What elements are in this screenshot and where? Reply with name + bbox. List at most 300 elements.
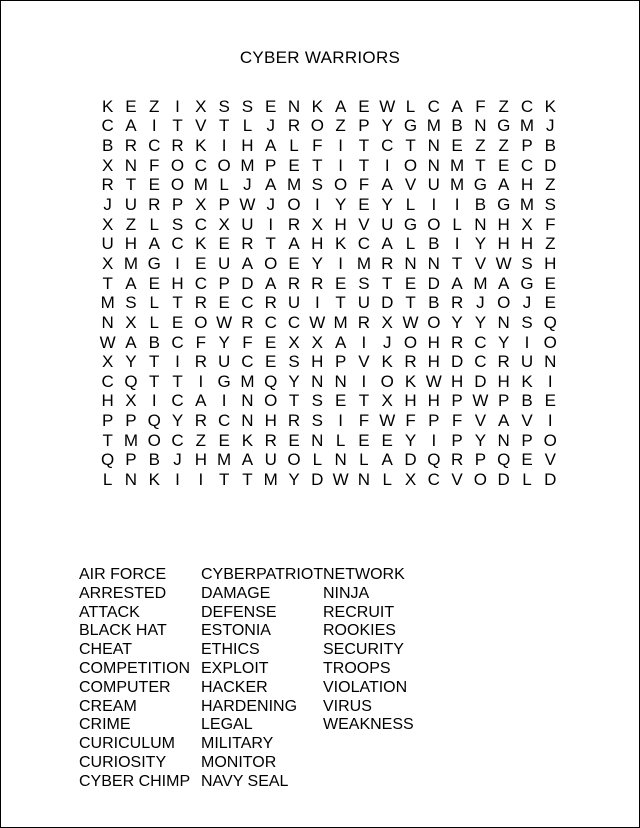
grid-letter: E — [265, 332, 277, 352]
grid-letter: P — [451, 430, 463, 450]
grid-letter: E — [218, 234, 230, 254]
grid-letter: N — [287, 96, 301, 116]
grid-letter: H — [194, 450, 207, 470]
grid-letter: O — [264, 253, 278, 273]
grid-letter: M — [473, 273, 488, 293]
grid-letter: D — [450, 352, 464, 372]
grid-letter: M — [263, 470, 278, 489]
grid-letter: K — [148, 470, 160, 489]
grid-letter: Q — [147, 411, 161, 431]
grid-letter: A — [195, 391, 207, 411]
grid-letter: N — [427, 136, 440, 156]
grid-letter: A — [451, 96, 463, 116]
grid-letter: C — [241, 293, 254, 313]
grid-letter: C — [241, 352, 254, 372]
grid-letter: X — [195, 195, 207, 215]
grid-letter: Y — [381, 195, 393, 215]
word-list-item: CREAM — [79, 697, 137, 715]
grid-letter: U — [520, 352, 534, 372]
grid-letter: M — [333, 312, 348, 332]
grid-letter: I — [547, 411, 553, 431]
grid-letter: E — [381, 430, 393, 450]
grid-letter: A — [498, 175, 510, 195]
grid-letter: D — [474, 371, 487, 391]
grid-letter: L — [522, 470, 532, 489]
grid-letter: Y — [474, 312, 487, 332]
grid-letter: I — [338, 411, 343, 431]
grid-letter: M — [123, 253, 139, 273]
grid-letter: H — [450, 371, 464, 391]
grid-letter: K — [311, 96, 323, 116]
grid-letter: O — [543, 430, 557, 450]
grid-letter: G — [403, 116, 418, 136]
grid-letter: C — [171, 234, 184, 254]
word-list-item: MILITARY — [201, 735, 274, 753]
grid-letter: H — [171, 273, 184, 293]
grid-letter: X — [381, 312, 393, 332]
grid-letter: L — [359, 450, 369, 470]
grid-letter: O — [264, 391, 278, 411]
word-list-item: ATTACK — [79, 603, 140, 621]
grid-letter: G — [473, 175, 488, 195]
grid-letter: N — [241, 391, 254, 411]
grid-letter: O — [170, 175, 185, 195]
grid-letter: E — [288, 430, 300, 450]
grid-letter: F — [242, 332, 253, 352]
grid-letter: X — [101, 253, 114, 273]
grid-letter: U — [217, 352, 231, 372]
grid-letter: A — [381, 175, 393, 195]
grid-letter: C — [264, 312, 277, 332]
grid-letter: Q — [264, 371, 278, 391]
grid-letter: V — [451, 470, 463, 489]
grid-letter: D — [404, 450, 417, 470]
grid-letter: T — [335, 293, 346, 313]
grid-letter: Z — [335, 116, 346, 136]
grid-letter: V — [521, 411, 533, 431]
grid-letter: M — [450, 155, 465, 175]
grid-letter: E — [358, 430, 370, 450]
grid-letter: A — [451, 273, 463, 293]
grid-letter: U — [217, 253, 231, 273]
word-list — [79, 566, 445, 792]
grid-letter: P — [474, 450, 487, 470]
grid-letter: L — [149, 293, 159, 313]
grid-letter: Y — [171, 411, 184, 431]
grid-letter: F — [451, 411, 463, 431]
grid-letter: R — [148, 195, 161, 215]
grid-letter: Z — [149, 96, 160, 116]
grid-letter: E — [544, 293, 556, 313]
grid-letter: I — [221, 136, 227, 156]
grid-letter: D — [497, 470, 510, 489]
word-list-item: ROOKIES — [323, 622, 396, 640]
grid-letter: Q — [543, 312, 557, 332]
grid-letter: X — [195, 96, 207, 116]
word-list-item: ESTONIA — [201, 622, 271, 640]
grid-letter: W — [402, 312, 419, 332]
grid-letter: D — [544, 470, 557, 489]
grid-letter: W — [99, 332, 116, 352]
word-list-item: VIRUS — [323, 697, 372, 715]
grid-letter: F — [405, 411, 416, 431]
grid-letter: E — [218, 430, 230, 450]
grid-letter: I — [547, 371, 553, 391]
word-list-item: NINJA — [323, 584, 370, 602]
grid-letter: E — [171, 312, 184, 332]
grid-letter: W — [379, 411, 396, 431]
word-list-item: CURIOSITY — [79, 753, 167, 771]
grid-letter: Y — [474, 430, 487, 450]
grid-letter: U — [124, 195, 138, 215]
grid-letter: X — [404, 470, 417, 489]
grid-letter: L — [219, 175, 229, 195]
grid-letter: F — [358, 175, 370, 195]
grid-letter: V — [474, 411, 487, 431]
grid-letter: F — [475, 96, 486, 116]
grid-letter: R — [381, 253, 394, 273]
grid-letter: T — [288, 391, 300, 411]
grid-letter: J — [546, 116, 555, 136]
grid-letter: A — [241, 450, 254, 470]
word-list-item: ETHICS — [201, 641, 260, 659]
grid-letter: S — [171, 214, 184, 234]
grid-letter: J — [382, 332, 392, 352]
grid-letter: K — [381, 352, 393, 372]
grid-letter: I — [175, 253, 180, 273]
grid-letter: I — [314, 293, 320, 313]
grid-letter: T — [172, 293, 183, 313]
grid-letter: S — [218, 96, 230, 116]
grid-letter: E — [288, 155, 300, 175]
word-list-item: LEGAL — [201, 716, 253, 734]
grid-letter: I — [338, 253, 343, 273]
grid-letter: A — [265, 273, 277, 293]
grid-letter: J — [266, 116, 275, 136]
grid-letter: R — [450, 293, 464, 313]
grid-letter: Y — [218, 332, 230, 352]
grid-letter: L — [405, 234, 416, 254]
grid-letter: I — [198, 371, 204, 391]
grid-letter: S — [358, 273, 370, 293]
grid-letter: R — [264, 430, 277, 450]
grid-letter: X — [101, 352, 114, 372]
grid-letter: T — [125, 175, 137, 195]
grid-letter: H — [404, 391, 417, 411]
word-list-item: WEAKNESS — [323, 716, 414, 734]
grid-letter: U — [241, 214, 254, 234]
grid-letter: I — [361, 332, 367, 352]
grid-letter: E — [544, 273, 556, 293]
grid-letter: R — [450, 332, 464, 352]
grid-letter: S — [521, 312, 533, 332]
grid-letter: Y — [334, 195, 347, 215]
grid-letter: S — [311, 411, 323, 431]
grid-letter: R — [287, 411, 301, 431]
grid-letter: T — [312, 155, 323, 175]
grid-letter: C — [381, 136, 394, 156]
grid-letter: S — [125, 293, 137, 313]
grid-letter: V — [358, 214, 370, 234]
grid-letter: P — [218, 273, 230, 293]
grid-letter: P — [265, 155, 277, 175]
grid-letter: A — [288, 234, 300, 254]
grid-letter: G — [497, 195, 511, 215]
grid-letter: C — [194, 273, 207, 293]
grid-letter: X — [101, 155, 114, 175]
grid-letter: D — [381, 293, 394, 313]
grid-letter: N — [427, 155, 440, 175]
grid-letter: S — [241, 96, 254, 116]
grid-letter: L — [405, 195, 416, 215]
grid-letter: K — [101, 96, 114, 116]
grid-letter: T — [358, 391, 370, 411]
grid-letter: X — [125, 391, 137, 411]
grid-letter: A — [498, 411, 510, 431]
grid-letter: W — [472, 391, 489, 411]
grid-letter: A — [241, 253, 254, 273]
grid-letter: Z — [545, 234, 556, 254]
word-list-item: BLACK HAT — [79, 622, 167, 640]
grid-letter: R — [194, 293, 207, 313]
grid-letter: V — [474, 253, 487, 273]
grid-letter: T — [172, 116, 183, 136]
grid-letter: R — [101, 175, 114, 195]
grid-letter: P — [125, 450, 137, 470]
grid-letter: E — [334, 391, 347, 411]
grid-letter: E — [148, 273, 160, 293]
grid-letter: M — [123, 430, 139, 450]
grid-letter: P — [218, 195, 230, 215]
grid-letter: J — [103, 195, 112, 215]
grid-letter: B — [544, 136, 556, 156]
grid-letter: R — [264, 293, 277, 313]
grid-letter: M — [519, 116, 535, 136]
word-list-item: CHEAT — [79, 641, 133, 659]
grid-letter: R — [497, 352, 510, 372]
word-list-item: RECRUIT — [323, 603, 395, 621]
grid-letter: W — [309, 312, 326, 332]
grid-letter: Q — [497, 450, 511, 470]
grid-letter: Z — [545, 175, 556, 195]
grid-letter: T — [451, 253, 463, 273]
grid-letter: C — [357, 234, 371, 254]
grid-letter: U — [381, 214, 394, 234]
word-list-item: CRIME — [79, 716, 131, 734]
grid-letter: X — [125, 312, 137, 332]
grid-letter: P — [498, 391, 510, 411]
grid-letter: T — [149, 352, 160, 372]
grid-letter: P — [451, 391, 463, 411]
grid-letter: T — [405, 136, 416, 156]
grid-letter: Q — [427, 450, 441, 470]
grid-letter: I — [431, 430, 437, 450]
grid-letter: V — [195, 116, 207, 136]
grid-letter: E — [195, 253, 207, 273]
grid-letter: H — [497, 214, 510, 234]
grid-letter: M — [450, 175, 465, 195]
grid-letter: T — [172, 371, 183, 391]
grid-letter: O — [217, 155, 231, 175]
grid-letter: N — [404, 253, 417, 273]
grid-letter: R — [194, 352, 207, 372]
word-list-item: TROOPS — [323, 659, 391, 677]
grid-letter: I — [361, 371, 367, 391]
grid-letter: S — [311, 175, 323, 195]
grid-letter: L — [312, 450, 323, 470]
grid-letter: G — [147, 253, 161, 273]
grid-letter: A — [381, 234, 393, 254]
grid-letter: F — [195, 332, 207, 352]
grid-letter: I — [314, 195, 320, 215]
grid-letter: O — [194, 312, 208, 332]
grid-letter: Z — [125, 214, 137, 234]
grid-letter: B — [451, 116, 463, 136]
word-list-item: COMPETITION — [79, 659, 191, 677]
grid-letter: E — [404, 273, 417, 293]
grid-letter: I — [175, 470, 180, 489]
grid-letter: L — [335, 430, 346, 450]
grid-letter: Y — [474, 234, 487, 254]
grid-letter: V — [358, 352, 370, 372]
grid-letter: N — [357, 470, 371, 489]
grid-letter: P — [521, 430, 533, 450]
word-list-item: ARRESTED — [79, 584, 167, 602]
grid-letter: B — [148, 332, 160, 352]
grid-letter: N — [497, 312, 510, 332]
grid-letter: M — [519, 195, 535, 215]
grid-letter: S — [521, 253, 533, 273]
grid-letter: C — [520, 155, 534, 175]
grid-letter: S — [288, 352, 300, 372]
grid-letter: G — [403, 214, 418, 234]
grid-letter: L — [242, 116, 253, 136]
grid-letter: A — [381, 450, 393, 470]
grid-letter: H — [427, 391, 440, 411]
grid-letter: W — [425, 371, 442, 391]
grid-letter: Y — [498, 332, 510, 352]
puzzle-title: CYBER WARRIORS — [239, 48, 401, 67]
grid-letter: A — [334, 96, 347, 116]
grid-letter: P — [334, 352, 347, 372]
grid-letter: N — [474, 116, 487, 136]
word-list-item: VIOLATION — [323, 678, 408, 696]
grid-letter: E — [218, 293, 230, 313]
grid-letter: W — [239, 195, 256, 215]
grid-letter: V — [404, 175, 417, 195]
grid-letter: O — [310, 116, 324, 136]
grid-letter: N — [241, 411, 254, 431]
grid-letter: U — [357, 293, 371, 313]
word-list-item: HARDENING — [201, 697, 298, 715]
grid-letter: M — [100, 293, 115, 313]
grid-letter: N — [474, 214, 487, 234]
grid-letter: C — [287, 312, 301, 332]
grid-letter: A — [148, 234, 160, 254]
grid-letter: X — [101, 214, 114, 234]
grid-letter: R — [357, 312, 371, 332]
grid-letter: O — [543, 332, 557, 352]
grid-letter: P — [125, 411, 137, 431]
grid-letter: H — [311, 234, 324, 254]
grid-letter: H — [124, 234, 138, 254]
grid-letter: R — [241, 234, 254, 254]
grid-letter: R — [450, 450, 464, 470]
grid-letter: H — [311, 352, 324, 372]
grid-letter: H — [520, 234, 534, 254]
word-list-item: CURICULUM — [79, 735, 175, 753]
grid-letter: P — [171, 195, 184, 215]
grid-letter: R — [311, 273, 324, 293]
grid-letter: A — [125, 116, 137, 136]
grid-letter: W — [216, 312, 233, 332]
word-list-item: EXPLOIT — [201, 659, 269, 677]
grid-letter: J — [243, 175, 252, 195]
grid-letter: X — [521, 214, 533, 234]
grid-letter: T — [102, 273, 113, 293]
grid-letter: N — [101, 312, 114, 332]
grid-letter: H — [334, 214, 347, 234]
grid-letter: F — [312, 136, 323, 156]
grid-letter: B — [474, 195, 487, 215]
grid-letter: B — [148, 450, 160, 470]
grid-letter: M — [426, 116, 441, 136]
grid-letter: D — [544, 155, 557, 175]
grid-letter: N — [311, 430, 324, 450]
grid-letter: I — [431, 195, 437, 215]
grid-letter: C — [474, 352, 487, 372]
grid-letter: K — [195, 136, 207, 156]
grid-letter: G — [520, 273, 534, 293]
grid-letter: A — [125, 273, 137, 293]
grid-letter: K — [544, 96, 556, 116]
grid-letter: O — [334, 175, 348, 195]
grid-letter: T — [102, 430, 113, 450]
grid-letter: T — [149, 371, 160, 391]
grid-letter: C — [148, 136, 161, 156]
grid-letter: X — [218, 214, 230, 234]
grid-letter: Z — [498, 136, 509, 156]
grid-letter: F — [545, 214, 556, 234]
grid-letter: R — [241, 312, 254, 332]
grid-letter: N — [124, 470, 138, 489]
grid-letter: L — [149, 312, 159, 332]
grid-letter: Y — [288, 371, 300, 391]
grid-letter: T — [475, 155, 486, 175]
grid-letter: D — [427, 273, 440, 293]
grid-letter: L — [289, 136, 299, 156]
grid-letter: A — [125, 332, 137, 352]
grid-letter: O — [427, 312, 441, 332]
grid-letter: O — [287, 450, 301, 470]
grid-letter: U — [264, 450, 277, 470]
word-list-item: COMPUTER — [79, 678, 171, 696]
grid-letter: C — [427, 96, 440, 116]
grid-letter: E — [358, 195, 370, 215]
grid-letter: U — [287, 293, 301, 313]
grid-letter: I — [151, 391, 157, 411]
grid-letter: H — [520, 175, 534, 195]
grid-letter: W — [332, 470, 349, 489]
grid-letter: X — [288, 332, 300, 352]
word-list-item: AIR FORCE — [79, 566, 167, 583]
grid-letter: I — [175, 96, 180, 116]
grid-letter: E — [544, 391, 556, 411]
grid-letter: T — [218, 116, 230, 136]
grid-letter: Y — [288, 470, 300, 489]
word-list-item: HACKER — [201, 678, 268, 696]
grid-letter: N — [124, 155, 138, 175]
